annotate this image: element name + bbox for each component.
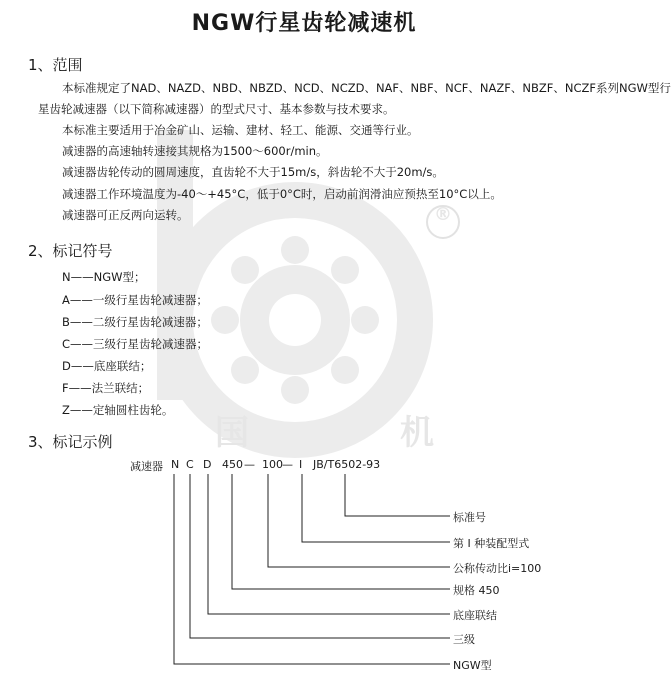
watermark-right-char: 机 [400, 413, 434, 453]
symbol-item: A——一级行星齿轮减速器； [62, 293, 208, 307]
scope-line: 减速器的高速轴转速接其规格为1500～600r/min。 [62, 144, 328, 158]
section-1-heading: 1、范围 [28, 56, 83, 74]
code-standard: JB/T6502-93 [313, 458, 381, 471]
scope-line: 减速器可正反两向运转。 [62, 208, 189, 222]
code-n: N [171, 458, 180, 471]
code-type: I [299, 458, 303, 471]
watermark-left-char: 国 [215, 413, 249, 453]
symbol-item: D——底座联结； [62, 359, 152, 373]
section-2-heading: 2、标记符号 [28, 242, 113, 260]
code-dash-2: — [282, 458, 293, 471]
scope-line: 本标准主要适用于冶金矿山、运输、建材、轻工、能源、交通等行业。 [62, 123, 419, 137]
watermark-registered: ® [434, 204, 452, 225]
label-ngw-type: NGW型 [453, 659, 492, 672]
label-spec: 规格 450 [453, 584, 500, 597]
symbol-item: C——三级行星齿轮减速器； [62, 337, 209, 351]
label-three-stage: 三级 [453, 633, 475, 646]
symbol-item: Z——定轴圆柱齿轮。 [62, 403, 174, 417]
code-ratio: 100 [262, 458, 283, 471]
section-3-heading: 3、标记示例 [28, 433, 113, 451]
label-standard-number: 标准号 [453, 511, 486, 524]
code-d: D [203, 458, 212, 471]
scope-line: 星齿轮减速器（以下简称减速器）的型式尺寸、基本参数与技术要求。 [38, 102, 395, 116]
code-spec: 450 [222, 458, 243, 471]
code-c: C [186, 458, 194, 471]
example-prefix: 减速器 [130, 460, 163, 473]
symbol-item: F——法兰联结； [62, 381, 150, 395]
label-assembly-type: 第 I 种装配型式 [453, 537, 530, 550]
scope-line: 减速器工作环境温度为-40～+45°C，低于0°C时，启动前润滑油应预热至10°C以上。 [62, 187, 502, 201]
symbol-item: B——二级行星齿轮减速器； [62, 315, 208, 329]
scope-line: 减速器齿轮传动的圆周速度，直齿轮不大于15m/s，斜齿轮不大于20m/s。 [62, 165, 444, 179]
label-base-connection: 底座联结 [453, 609, 497, 622]
symbol-item: N——NGW型； [62, 270, 146, 284]
label-ratio: 公称传动比i=100 [453, 562, 542, 575]
page-title: NGW行星齿轮减速机 [191, 11, 417, 36]
code-dash-1: — [244, 458, 255, 471]
scope-line: 本标准规定了NAD、NAZD、NBD、NBZD、NCD、NCZD、NAF、NBF、NCF、NAZF、NBZF、NCZF系列NGW型行 [62, 81, 671, 95]
